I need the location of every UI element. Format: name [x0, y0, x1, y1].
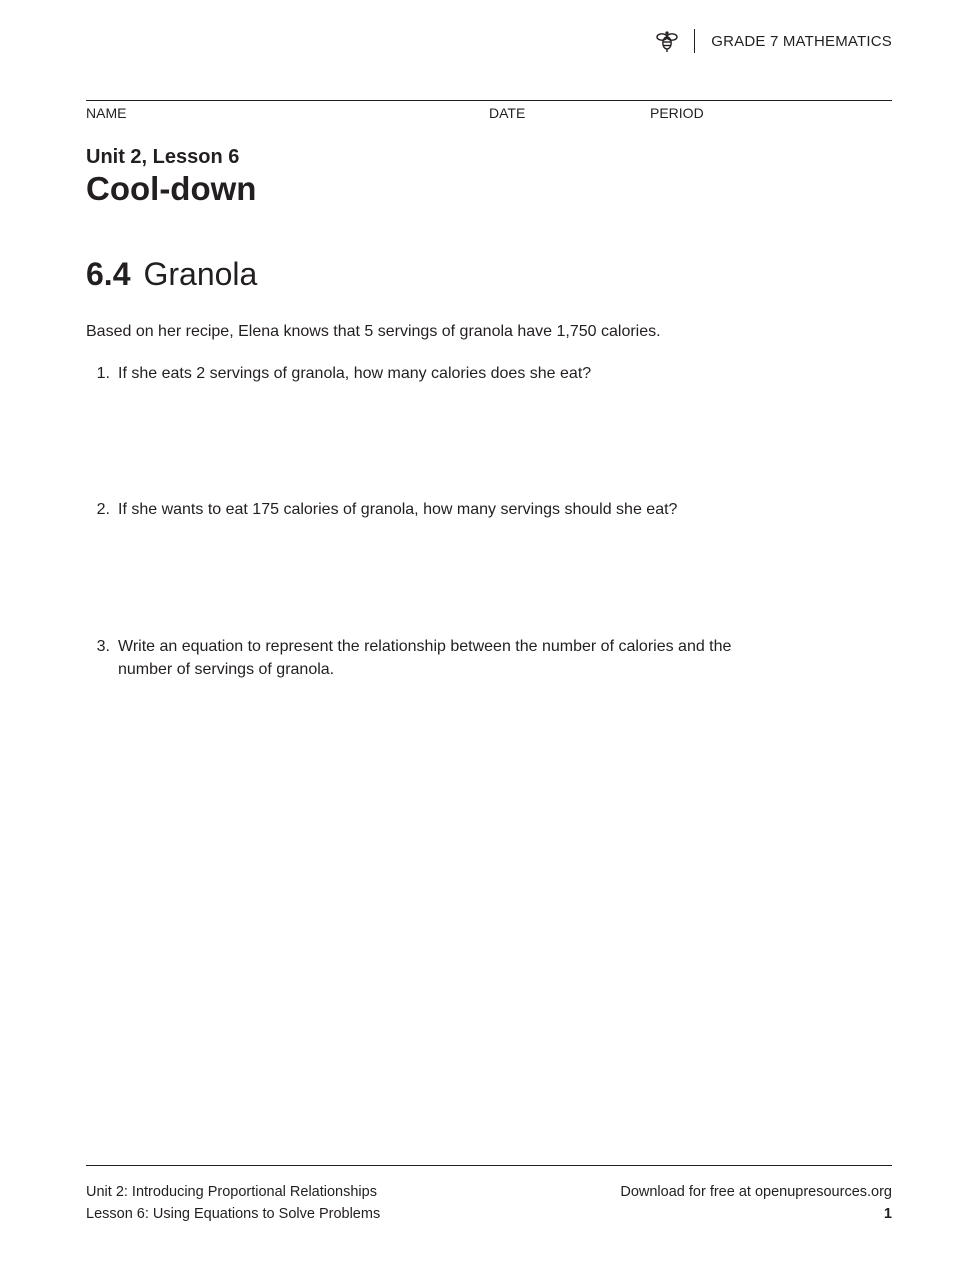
period-label: PERIOD [650, 105, 704, 121]
question-text: Write an equation to represent the relationship between the number of calories and the number of servings of granola. [118, 638, 732, 678]
question-item [86, 498, 746, 521]
question-item [86, 635, 746, 681]
problem-intro: Based on her recipe, Elena knows that 5 servings of granola have 1,750 calories. [86, 323, 661, 340]
page-title: Cool-down [86, 170, 257, 207]
question-number: 3. [96, 638, 110, 655]
section-number: 6.4 [86, 256, 131, 292]
section-heading [86, 256, 257, 293]
grade-label: GRADE 7 MATHEMATICS [711, 32, 892, 50]
question-item [86, 362, 746, 385]
question-number: 2. [96, 501, 110, 518]
footer-unit-line: Unit 2: Introducing Proportional Relationships [86, 1184, 377, 1200]
download-link[interactable]: Download for free at openupresources.org [620, 1184, 892, 1200]
unit-lesson-heading: Unit 2, Lesson 6 [86, 146, 240, 168]
name-label: NAME [86, 105, 127, 121]
bee-logo-icon [654, 28, 680, 54]
question-number: 1. [96, 365, 110, 382]
footer-right [620, 1181, 892, 1225]
footer-divider [86, 1165, 892, 1166]
footer-left [86, 1181, 380, 1225]
question-text: If she wants to eat 175 calories of granola, how many servings should she eat? [118, 501, 678, 518]
header-brand [654, 28, 892, 54]
section-title: Granola [143, 256, 258, 292]
date-label: DATE [489, 105, 526, 121]
brand-divider [694, 29, 695, 53]
page-number: 1 [883, 1206, 892, 1222]
footer-lesson-line: Lesson 6: Using Equations to Solve Problems [86, 1206, 381, 1222]
question-text: If she eats 2 servings of granola, how many calories does she eat? [118, 365, 592, 382]
student-info-row [86, 100, 892, 127]
